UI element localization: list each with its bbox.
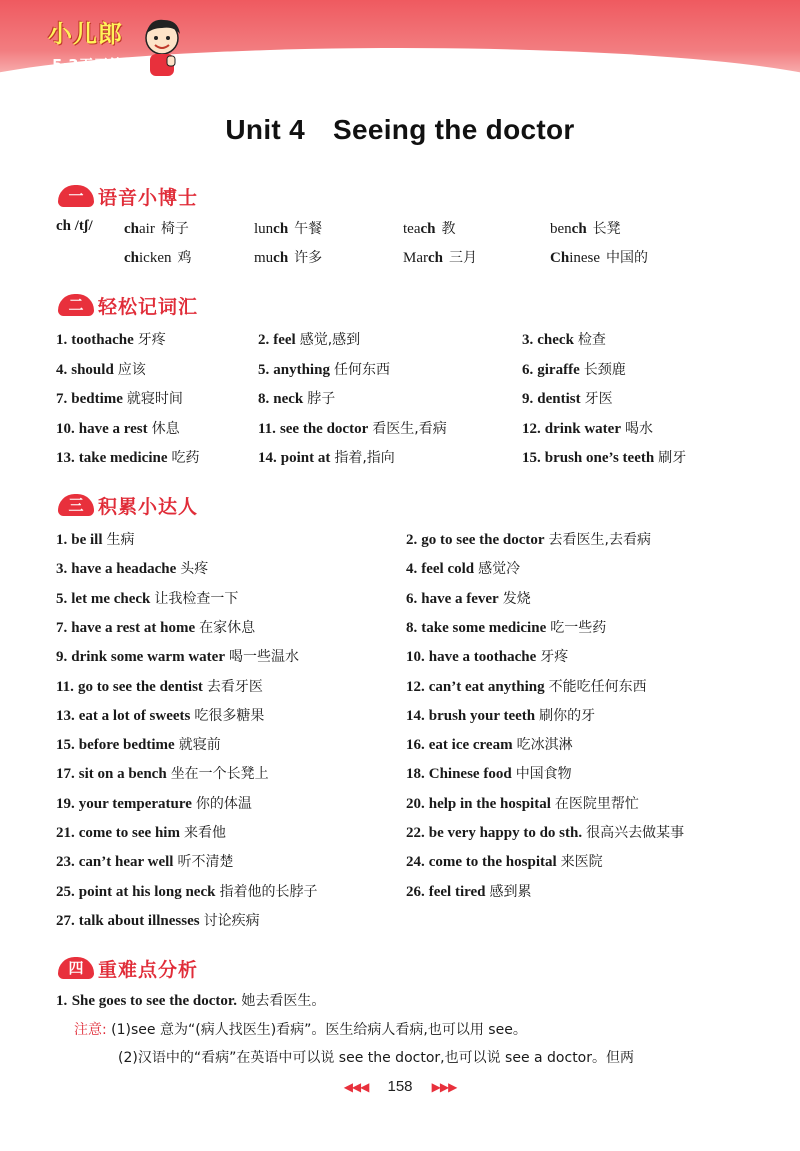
phrase-english: your temperature — [78, 795, 192, 812]
vocab-item — [522, 388, 613, 408]
phrase-english: come to the hospital — [428, 854, 557, 871]
phrase-english: come to see him — [78, 825, 180, 841]
phrase-number: 7. — [56, 619, 68, 636]
phonics-key: ch — [428, 250, 443, 266]
phonics-key: ch — [124, 221, 139, 237]
vocab-chinese: 长颈鹿 — [583, 361, 626, 378]
phrase-number: 2. — [406, 532, 418, 548]
phrase-item — [56, 763, 269, 783]
phrase-english: sit on a bench — [78, 766, 167, 783]
phonics-meaning: 许多 — [294, 250, 323, 266]
phrase-chinese: 吃一些药 — [550, 619, 607, 636]
phrase-number: 12. — [406, 678, 425, 695]
phonics-meaning: 鸡 — [177, 250, 192, 266]
brand-logo — [48, 14, 178, 84]
phrase-english: drink some warm water — [71, 649, 225, 666]
phrase-number: 23. — [56, 854, 75, 871]
vocab-item — [56, 329, 166, 349]
phrase-item — [406, 793, 639, 813]
phonics-word — [254, 218, 322, 238]
unit-topic: Seeing the doctor — [333, 114, 575, 145]
phrase-number: 25. — [56, 883, 75, 900]
vocab-item — [56, 418, 180, 438]
vocab-item — [522, 359, 626, 379]
vocab-item — [522, 418, 653, 438]
vocab-chinese: 应该 — [117, 361, 146, 378]
phonics-word — [403, 247, 477, 267]
phrase-item — [56, 588, 238, 608]
phrase-english: before bedtime — [78, 737, 175, 754]
phrase-item — [56, 851, 233, 871]
phrase-english: feel tired — [428, 883, 486, 900]
phrase-english: eat ice cream — [428, 737, 513, 754]
phrase-english: feel cold — [421, 561, 475, 578]
vocab-chinese: 指着,指向 — [334, 450, 395, 466]
vocab-number: 11. — [258, 420, 276, 437]
phonics-meaning: 三月 — [449, 250, 477, 266]
phrase-chinese: 让我检查一下 — [154, 590, 239, 607]
phrase-english: eat a lot of sweets — [78, 707, 191, 724]
phonics-label: ch /tʃ/ — [56, 218, 93, 234]
phrase-chinese: 头疼 — [180, 561, 209, 578]
phrase-number: 22. — [406, 825, 425, 841]
vocab-number: 6. — [522, 361, 534, 378]
phrase-item — [406, 822, 684, 842]
vocab-chinese: 牙医 — [584, 391, 613, 407]
vocab-chinese: 看医生,看病 — [372, 420, 447, 437]
vocab-chinese: 喝水 — [625, 420, 653, 437]
brand-name: 小儿郎 — [48, 20, 123, 48]
phrase-item — [406, 705, 595, 725]
phrase-item — [406, 588, 531, 608]
vocab-number: 2. — [258, 332, 270, 348]
vocab-english: toothache — [71, 332, 134, 348]
phonics-meaning: 长凳 — [592, 221, 621, 237]
vocab-item — [258, 359, 390, 379]
vocab-item — [56, 388, 183, 408]
phrase-chinese: 发烧 — [502, 590, 531, 607]
phrase-chinese: 在医院里帮忙 — [554, 795, 639, 812]
phrase-english: can’t eat anything — [428, 678, 545, 695]
note-text-1: (1)see 意为“(病人找医生)看病”。医生给病人看病,也可以用 see。 — [111, 1022, 527, 1038]
analysis-note-1 — [74, 1019, 527, 1039]
phrase-chinese: 吃冰淇淋 — [516, 737, 573, 754]
phrase-english: take some medicine — [421, 619, 547, 636]
phrase-chinese: 讨论疾病 — [203, 912, 260, 929]
analysis-item-1 — [56, 990, 325, 1010]
phrase-english: have a headache — [71, 561, 177, 578]
phrase-item — [56, 881, 317, 901]
phrase-item — [406, 763, 572, 783]
phrase-number: 6. — [406, 590, 418, 607]
phonics-stem: inese — [569, 250, 601, 266]
phrase-english: go to see the dentist — [77, 678, 203, 695]
phrase-item — [56, 822, 226, 842]
phonics-key: ch — [124, 250, 139, 266]
phonics-word — [403, 218, 455, 238]
section-badge: 四 — [58, 957, 94, 979]
vocab-number: 4. — [56, 361, 68, 378]
phrase-english: let me check — [71, 590, 151, 607]
phrase-number: 26. — [406, 883, 425, 900]
phrase-item — [406, 676, 647, 696]
section-title: 语音小博士 — [98, 187, 199, 209]
phrase-item — [406, 617, 606, 637]
vocab-number: 12. — [522, 420, 541, 437]
vocab-number: 5. — [258, 361, 270, 378]
vocab-english: should — [71, 361, 114, 378]
analysis-note-2: (2)汉语中的“看病”在英语中可以说 see the doctor,也可以说 see a doctor。但两 — [118, 1050, 635, 1066]
phrase-number: 18. — [406, 766, 425, 783]
phonics-key: Ch — [550, 250, 570, 266]
vocab-english: drink water — [544, 420, 621, 437]
vocab-english: have a rest — [78, 420, 148, 437]
item-number: 1. — [56, 993, 68, 1009]
vocab-item — [56, 447, 199, 467]
phrase-english: have a toothache — [428, 649, 537, 666]
section-badge: 三 — [58, 494, 94, 516]
phrase-number: 13. — [56, 707, 75, 724]
phonics-stem: mu — [254, 250, 274, 266]
phrase-english: have a fever — [421, 590, 499, 607]
phrase-chinese: 很高兴去做某事 — [586, 825, 685, 841]
phrase-chinese: 就寝前 — [178, 737, 221, 754]
vocab-number: 3. — [522, 332, 534, 348]
phrase-number: 3. — [56, 561, 68, 578]
phonics-stem: lun — [254, 221, 274, 237]
phrase-english: be ill — [71, 532, 103, 548]
phrase-chinese: 坐在一个长凳上 — [170, 766, 269, 783]
vocab-english: dentist — [537, 391, 581, 407]
vocab-item — [522, 329, 606, 349]
vocab-number: 14. — [258, 450, 277, 466]
phrase-number: 9. — [56, 649, 68, 666]
vocab-chinese: 感觉,感到 — [299, 332, 361, 348]
section-badge: 一 — [58, 185, 94, 207]
brand-series: 5·3天天练 — [52, 56, 124, 74]
section-badge: 二 — [58, 294, 94, 316]
phrase-chinese: 不能吃任何东西 — [548, 678, 647, 695]
phrase-chinese: 吃很多糖果 — [194, 707, 265, 724]
section-title: 重难点分析 — [98, 959, 199, 981]
vocab-english: giraffe — [537, 361, 580, 378]
vocab-chinese: 任何东西 — [333, 361, 390, 378]
phrase-item — [406, 646, 568, 666]
phrase-chinese: 中国食物 — [515, 766, 572, 783]
vocab-chinese: 刷牙 — [658, 450, 687, 466]
vocab-number: 7. — [56, 391, 68, 407]
phrase-chinese: 刷你的牙 — [539, 707, 596, 724]
vocab-item — [258, 388, 335, 408]
vocab-chinese: 休息 — [151, 420, 180, 437]
prev-arrows-icon: ◀◀◀ — [343, 1080, 369, 1094]
section-title: 积累小达人 — [98, 496, 199, 518]
phrase-item — [56, 529, 135, 549]
vocab-chinese: 牙疼 — [137, 332, 166, 348]
vocab-item — [258, 418, 447, 438]
phrase-chinese: 指着他的长脖子 — [219, 883, 318, 900]
mascot-icon — [140, 16, 184, 78]
phonics-meaning: 午餐 — [294, 221, 323, 237]
vocab-english: see the doctor — [279, 420, 369, 437]
phrase-english: help in the hospital — [428, 795, 551, 812]
phrase-english: be very happy to do sth. — [428, 825, 583, 841]
phrase-item — [56, 646, 299, 666]
phrase-item — [406, 558, 520, 578]
phrase-chinese: 来医院 — [560, 854, 603, 871]
phrase-english: Chinese food — [428, 766, 512, 783]
vocab-number: 8. — [258, 391, 270, 407]
phrase-chinese: 来看他 — [183, 825, 226, 841]
phrase-number: 19. — [56, 795, 75, 812]
phonics-meaning: 椅子 — [160, 221, 189, 237]
phonics-key: ch — [273, 221, 289, 237]
vocab-english: take medicine — [78, 450, 168, 466]
vocab-english: check — [537, 332, 574, 348]
phrase-item — [56, 734, 221, 754]
phrase-number: 4. — [406, 561, 418, 578]
phrase-number: 10. — [406, 649, 425, 666]
phrase-item — [56, 617, 255, 637]
phrase-number: 15. — [56, 737, 75, 754]
phrase-chinese: 牙疼 — [540, 649, 569, 666]
phrase-chinese: 去看医生,去看病 — [548, 532, 651, 548]
phrase-chinese: 感觉冷 — [478, 561, 521, 578]
phrase-number: 24. — [406, 854, 425, 871]
phrase-number: 14. — [406, 707, 425, 724]
vocab-english: bedtime — [71, 391, 123, 407]
phrase-item — [406, 529, 651, 549]
vocab-number: 15. — [522, 450, 541, 466]
phrase-number: 27. — [56, 912, 75, 929]
phrase-chinese: 在家休息 — [199, 619, 256, 636]
vocab-number: 13. — [56, 450, 75, 466]
phrase-item — [56, 705, 264, 725]
vocab-number: 10. — [56, 420, 75, 437]
phrase-number: 20. — [406, 795, 425, 812]
phonics-stem: icken — [139, 250, 172, 266]
vocab-english: feel — [273, 332, 296, 348]
phrase-item — [56, 676, 263, 696]
phrase-item — [406, 851, 603, 871]
phrase-chinese: 感到累 — [489, 883, 532, 900]
unit-number: Unit 4 — [225, 114, 305, 145]
phrase-chinese: 去看牙医 — [206, 678, 263, 695]
vocab-chinese: 检查 — [577, 332, 606, 348]
phonics-word — [124, 247, 191, 267]
phonics-word — [124, 218, 189, 238]
phrase-item — [406, 734, 573, 754]
vocab-english: neck — [273, 391, 304, 407]
phrase-item — [56, 793, 252, 813]
phonics-key: ch — [420, 221, 436, 237]
vocab-number: 1. — [56, 332, 68, 348]
phonics-stem: tea — [403, 221, 421, 237]
phrase-number: 21. — [56, 825, 75, 841]
phrase-number: 1. — [56, 532, 68, 548]
phrase-item — [406, 881, 532, 901]
phonics-word — [254, 247, 322, 267]
section-title: 轻松记词汇 — [98, 296, 199, 318]
next-arrows-icon: ▶▶▶ — [431, 1080, 457, 1094]
vocab-chinese: 吃药 — [171, 450, 200, 466]
phonics-meaning: 中国的 — [606, 250, 649, 266]
phrase-number: 17. — [56, 766, 75, 783]
page-number: 158 — [387, 1078, 413, 1095]
vocab-chinese: 脖子 — [307, 391, 336, 407]
note-label: 注意: — [74, 1022, 107, 1038]
phrase-english: brush your teeth — [428, 707, 536, 724]
vocab-item — [258, 329, 360, 349]
phonics-meaning: 教 — [441, 221, 456, 237]
phrase-english: talk about illnesses — [78, 912, 200, 929]
phrase-english: point at his long neck — [78, 883, 216, 900]
vocab-number: 9. — [522, 391, 534, 407]
phrase-english: have a rest at home — [71, 619, 196, 636]
page-title — [0, 114, 800, 146]
phrase-item — [56, 910, 260, 930]
phrase-english: go to see the doctor — [421, 532, 545, 548]
phonics-word — [550, 218, 621, 238]
phrase-number: 5. — [56, 590, 68, 607]
vocab-english: anything — [273, 361, 330, 378]
item-english: She goes to see the doctor. — [71, 993, 237, 1009]
phrase-chinese: 你的体温 — [195, 795, 252, 812]
vocab-english: point at — [280, 450, 331, 466]
phrase-number: 16. — [406, 737, 425, 754]
phrase-english: can’t hear well — [78, 854, 174, 871]
phrase-item — [56, 558, 208, 578]
phrase-chinese: 喝一些温水 — [228, 649, 299, 666]
vocab-item — [56, 359, 146, 379]
phrase-number: 11. — [56, 678, 74, 695]
page-footer — [0, 1076, 800, 1095]
item-chinese: 她去看医生。 — [241, 993, 326, 1009]
vocab-english: brush one’s teeth — [544, 450, 655, 466]
phonics-stem: Mar — [403, 250, 428, 266]
phrase-chinese: 生病 — [106, 532, 135, 548]
vocab-chinese: 就寝时间 — [126, 391, 183, 407]
phrase-chinese: 听不清楚 — [177, 854, 234, 871]
phonics-key: ch — [571, 221, 587, 237]
phonics-word — [550, 247, 648, 267]
vocab-item — [258, 447, 395, 467]
vocab-item — [522, 447, 686, 467]
phrase-number: 8. — [406, 619, 418, 636]
phonics-key: ch — [273, 250, 289, 266]
phonics-stem: air — [139, 221, 155, 237]
phonics-stem: ben — [550, 221, 572, 237]
